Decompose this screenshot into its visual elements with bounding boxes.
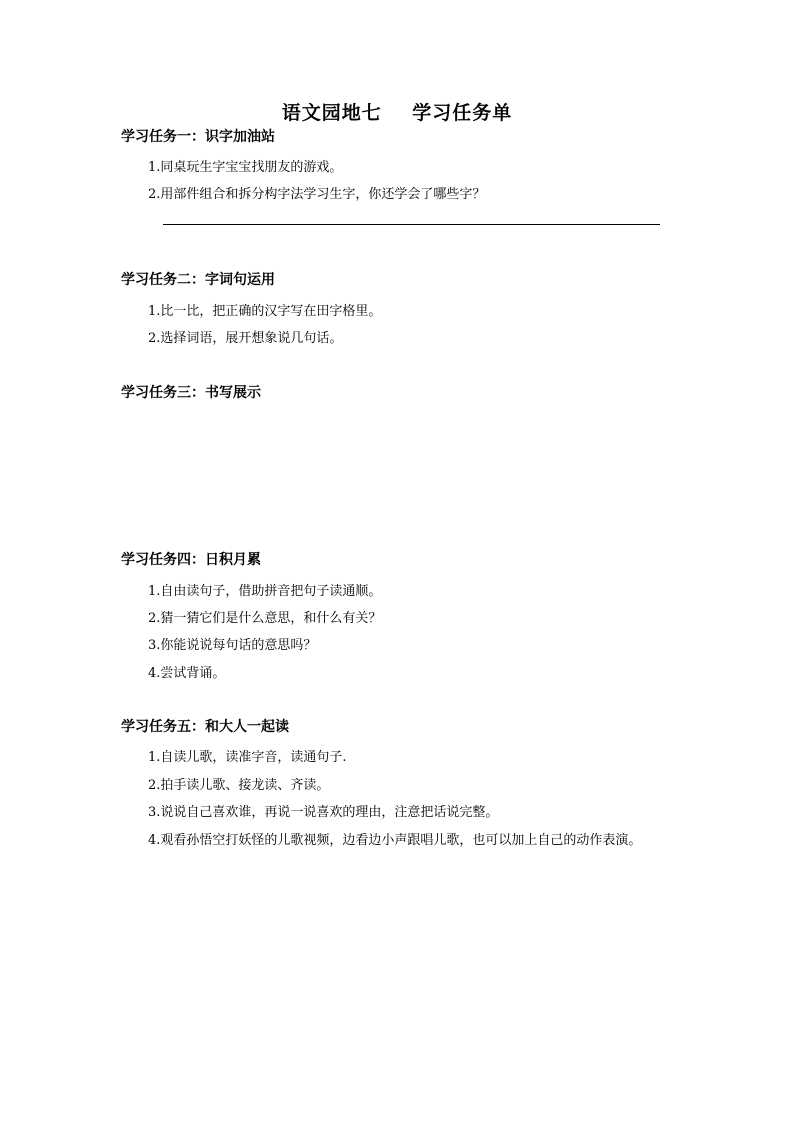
section-heading-task-2: 学习任务二：字词句运用 xyxy=(121,272,275,288)
task-1-item-1: 1.同桌玩生字宝宝找朋友的游戏。 xyxy=(148,160,343,175)
section-heading-task-1: 学习任务一：识字加油站 xyxy=(121,129,275,145)
task-5-item-2: 2.拍手读儿歌、接龙读、齐读。 xyxy=(148,778,330,793)
task-5-item-1: 1.自读儿歌，读准字音，读通句子. xyxy=(148,750,347,765)
task-4-item-3: 3.你能说说每句话的意思吗？ xyxy=(148,638,317,653)
task-2-item-1: 1.比一比，把正确的汉字写在田字格里。 xyxy=(148,304,382,319)
task-4-item-2: 2.猜一猜它们是什么意思，和什么有关？ xyxy=(148,611,382,626)
section-heading-task-5: 学习任务五：和大人一起读 xyxy=(121,719,289,735)
task-2-item-2: 2.选择词语，展开想象说几句话。 xyxy=(148,331,343,346)
answer-line xyxy=(163,224,660,225)
section-heading-task-3: 学习任务三：书写展示 xyxy=(121,385,261,401)
task-4-item-1: 1.自由读句子，借助拼音把句子读通顺。 xyxy=(148,584,382,599)
task-5-item-3: 3.说说自己喜欢谁，再说一说喜欢的理由，注意把话说完整。 xyxy=(148,805,499,820)
section-heading-task-4: 学习任务四：日积月累 xyxy=(121,552,261,568)
page-title: 语文园地七 学习任务单 xyxy=(281,102,513,124)
task-5-item-4: 4.观看孙悟空打妖怪的儿歌视频，边看边小声跟唱儿歌，也可以加上自己的动作表演。 xyxy=(148,833,642,848)
task-1-item-2: 2.用部件组合和拆分构字法学习生字，你还学会了哪些字？ xyxy=(148,187,486,202)
task-4-item-4: 4.尝试背诵。 xyxy=(148,666,226,681)
